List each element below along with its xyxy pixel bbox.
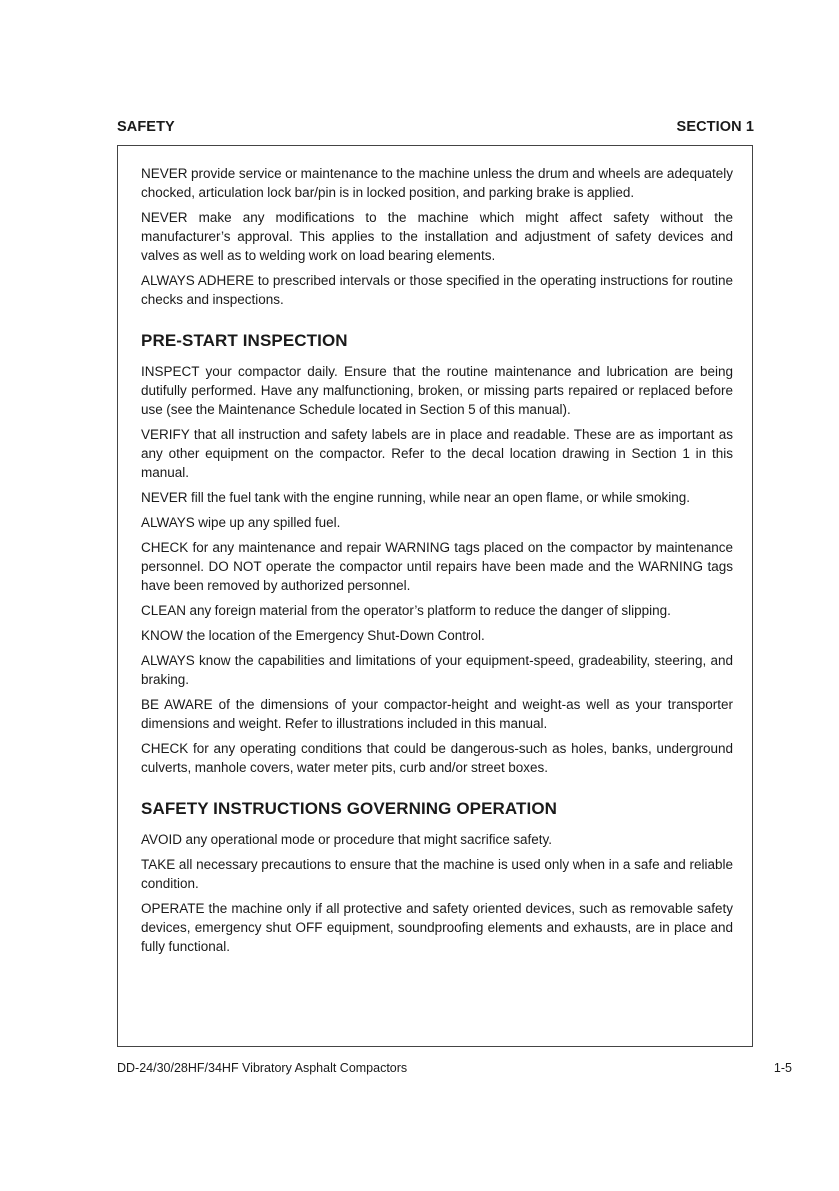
operation-paragraph: OPERATE the machine only if all protective and safety oriented devices, such as removable safety devices, emergency shut OFF equipment, soundproofing elements and exhausts, are in place and fully functional. bbox=[141, 901, 733, 954]
pre-start-paragraph: CLEAN any foreign material from the operator’s platform to reduce the danger of slipping. bbox=[141, 603, 671, 618]
intro-paragraph: NEVER provide service or maintenance to the machine unless the drum and wheels are adequately chocked, articulation lock bar/pin is in locked position, and parking brake is applied. bbox=[141, 166, 733, 200]
operation-paragraph: TAKE all necessary precautions to ensure that the machine is used only when in a safe and reliable condition. bbox=[141, 857, 733, 891]
content-box bbox=[117, 145, 753, 1047]
content-body bbox=[141, 164, 733, 962]
page-header bbox=[117, 117, 754, 137]
pre-start-paragraph: INSPECT your compactor daily. Ensure that the routine maintenance and lubrication are being dutifully performed. Have any malfunctioning, broken, or missing parts repaired or replaced before use (see the Maintenance Schedule located in Section 5 of this manual). bbox=[141, 364, 733, 417]
header-section-title: SAFETY bbox=[117, 119, 175, 135]
pre-start-paragraph: VERIFY that all instruction and safety labels are in place and readable. These are as important as any other equipment on the compactor. Refer to the decal location drawing in Section 1 in this manual. bbox=[141, 427, 733, 480]
operation-heading: SAFETY INSTRUCTIONS GOVERNING OPERATION bbox=[141, 799, 558, 818]
pre-start-paragraph: BE AWARE of the dimensions of your compactor-height and weight-as well as your transporter dimensions and weight. Refer to illustrations included in this manual. bbox=[141, 697, 733, 731]
page-footer bbox=[117, 1059, 792, 1077]
pre-start-paragraph: KNOW the location of the Emergency Shut-Down Control. bbox=[141, 628, 485, 643]
pre-start-heading: PRE-START INSPECTION bbox=[141, 331, 348, 350]
pre-start-paragraph: CHECK for any maintenance and repair WARNING tags placed on the compactor by maintenance personnel. DO NOT operate the compactor until repairs have been made and the WARNING tags have been removed by authorized personnel. bbox=[141, 540, 733, 593]
footer-manual-title: DD-24/30/28HF/34HF Vibratory Asphalt Compactors bbox=[117, 1061, 408, 1075]
footer-page-number: 1-5 bbox=[773, 1061, 792, 1075]
operation-paragraph: AVOID any operational mode or procedure that might sacrifice safety. bbox=[141, 832, 553, 847]
intro-paragraph: NEVER make any modifications to the machine which might affect safety without the manufacturer’s approval. This applies to the installation and adjustment of safety devices and valves as well as to welding work on load bearing elements. bbox=[141, 210, 733, 263]
pre-start-paragraph: ALWAYS wipe up any spilled fuel. bbox=[141, 515, 341, 530]
header-section-number: SECTION 1 bbox=[676, 119, 754, 135]
pre-start-paragraph: CHECK for any operating conditions that could be dangerous-such as holes, banks, underground culverts, manhole covers, water meter pits, curb and/or street boxes. bbox=[141, 741, 733, 775]
pre-start-paragraph: ALWAYS know the capabilities and limitations of your equipment-speed, gradeability, steering, and braking. bbox=[141, 653, 733, 687]
intro-paragraph: ALWAYS ADHERE to prescribed intervals or those specified in the operating instructions for routine checks and inspections. bbox=[141, 273, 733, 307]
pre-start-paragraph: NEVER fill the fuel tank with the engine running, while near an open flame, or while smoking. bbox=[141, 490, 691, 505]
